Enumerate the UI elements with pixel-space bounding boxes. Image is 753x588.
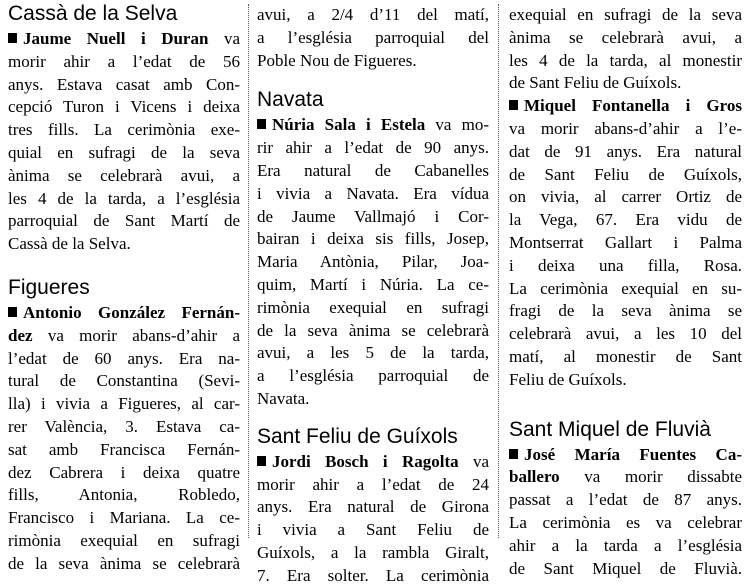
deceased-name: Jaume Nuell i Duran — [23, 29, 209, 48]
text-line: l’edat de 60 anys. Era na- — [8, 348, 240, 368]
deceased-name: Miquel Fontanella i Gros — [524, 96, 742, 116]
deceased-name-cont: ballero — [509, 467, 560, 487]
text-line: les 4 de la tarda, a l’església — [8, 188, 240, 208]
text-line: Francisco i Mariana. La ce- — [8, 508, 240, 528]
text-line: exequial en sufragi de la seva — [509, 5, 742, 24]
text-line: les 4 de la tarda, al monestir — [509, 50, 742, 70]
deceased-name: Núria Sala i Estela — [272, 115, 426, 135]
text-line: bairan i deixa sis fills, Josep, — [257, 229, 489, 249]
text-line: anys. Era natural de Girona — [257, 497, 489, 517]
text-line: de Jaume Vallmajó i Cor- — [257, 206, 489, 226]
text-line: Poble Nou de Figueres. — [257, 50, 417, 70]
text-line: de la seva ànima se celebrarà — [8, 553, 240, 573]
text-line: tres fills. La cerimònia exe- — [8, 120, 240, 140]
text-line: quim, Martí i Núria. La ce- — [257, 274, 489, 294]
text-line — [8, 325, 240, 348]
text-line: quial en sufragi de la seva — [8, 142, 240, 162]
obituary-lead-line — [257, 451, 489, 474]
text-line: sat amb Francisca Fernán- — [8, 439, 240, 459]
text-line: fills, Antonia, Robledo, — [8, 485, 240, 505]
text-line: avui, a 2/4 d’11 del matí, — [257, 5, 489, 24]
text-line: dat de 91 anys. Era natural — [509, 141, 742, 161]
text-line: a l’església parroquial de — [257, 366, 489, 386]
bullet-square-icon — [257, 456, 266, 466]
bullet-square-icon — [509, 449, 518, 459]
text-line: i deixa una filla, Rosa. — [509, 255, 742, 275]
column-rule-2 — [498, 4, 499, 538]
text-fragment: va — [472, 451, 490, 471]
text-line: matí, al monestir de Sant — [509, 346, 742, 366]
text-fragment: va morir abans-d’ahir a — [47, 325, 240, 345]
text-line: cepció Turon i Vicens i deixa — [8, 97, 240, 117]
obituary-lead-line — [8, 28, 240, 51]
deceased-name: José María Fuentes Ca- — [524, 444, 742, 464]
text-line: Navata. — [257, 388, 310, 408]
deceased-name-cont: dez — [8, 325, 33, 345]
text-line: morir ahir a l’edat de 56 — [8, 51, 240, 71]
column-2 — [257, 0, 489, 588]
text-line: la Vega, 67. Era vidu de — [509, 210, 742, 230]
text-line: ahir a la tarda a l’església — [509, 535, 742, 555]
text-line: avui, a les 5 de la tarda, — [257, 343, 489, 363]
text-line: 7. Era solter. La cerimònia — [257, 565, 489, 585]
text-line: de Sant Miquel de Fluvià. — [509, 558, 742, 578]
text-line: on vivia, al carrer Ortiz de — [509, 187, 742, 207]
obituary-lead-line — [509, 444, 742, 467]
town-heading-cassa: Cassà de la Selva — [8, 2, 178, 25]
obituary-lead-line — [509, 95, 742, 118]
text-line: rer València, 3. Estava ca- — [8, 416, 240, 436]
text-line: Maria Antònia, Pilar, Joa- — [257, 252, 489, 272]
bullet-square-icon — [8, 307, 17, 317]
column-1 — [8, 0, 240, 576]
deceased-name: Antonio González Fernán- — [23, 302, 240, 322]
obituary-lead-line — [8, 302, 240, 325]
column-rule-1 — [248, 4, 249, 538]
deceased-name: Jordi Bosch i Ragolta — [272, 451, 459, 471]
text-line: Era natural de Cabanelles — [257, 160, 489, 180]
town-heading-figueres: Figueres — [8, 275, 90, 299]
text-line: i vivia a Navata. Era vídua — [257, 183, 489, 203]
text-line: La cerimònia exequial en su- — [509, 278, 742, 298]
text-line: passat a l’edat de 87 anys. — [509, 490, 742, 510]
text-line: rir ahir a l’edat de 90 anys. — [257, 138, 489, 158]
text-line: de Sant Feliu de Guíxols, — [509, 164, 742, 184]
text-line: de Sant Feliu de Guíxols. — [509, 73, 682, 93]
bullet-square-icon — [509, 100, 518, 110]
text-line: La cerimònia es va celebrar — [509, 512, 742, 532]
town-heading-navata: Navata — [257, 88, 324, 112]
text-line: anys. Estava casat amb Con- — [8, 74, 240, 94]
text-line: tural de Constantina (Sevi- — [8, 371, 240, 391]
text-line: i vivia a Sant Feliu de — [257, 520, 489, 540]
text-line: parroquial de Sant Martí de — [8, 211, 240, 231]
text-line: ànima se celebrarà avui, a — [8, 165, 240, 185]
text-line: Feliu de Guíxols. — [509, 369, 627, 389]
text-line: va morir abans-d’ahir a l’e- — [509, 118, 742, 138]
text-line: dez Cabrera i deixa quatre — [8, 462, 240, 482]
text-line: Montserrat Gallart i Palma — [509, 232, 742, 252]
text-line: celebrarà avui, a les 10 del — [509, 324, 742, 344]
town-heading-sant-miquel: Sant Miquel de Fluvià — [509, 417, 711, 441]
text-fragment: va mo- — [435, 115, 489, 135]
text-line: Cassà de la Selva. — [8, 234, 131, 254]
text-line: lla) i vivia a Figueres, al car- — [8, 394, 240, 414]
text-fragment: va — [223, 29, 240, 48]
bullet-square-icon — [257, 119, 266, 129]
text-line: morir ahir a l’edat de 24 — [257, 474, 489, 494]
text-line: Guíxols, a la rambla Giralt, — [257, 542, 489, 562]
column-3 — [509, 0, 742, 580]
text-line: ànima se celebrarà avui, a — [509, 27, 742, 47]
text-line: rimònia exequial en sufragi — [8, 530, 240, 550]
bullet-square-icon — [8, 33, 17, 43]
text-line: a l’església parroquial del — [257, 27, 489, 47]
text-line: de la seva ànima se celebrarà — [257, 320, 489, 340]
obituary-lead-line — [257, 114, 489, 137]
text-line: rimònia exequial en sufragi — [257, 297, 489, 317]
town-heading-sant-feliu: Sant Feliu de Guíxols — [257, 424, 458, 448]
text-fragment: va morir dissabte — [584, 467, 742, 487]
text-line — [509, 466, 742, 489]
text-line: fragi de la seva ànima se — [509, 301, 742, 321]
